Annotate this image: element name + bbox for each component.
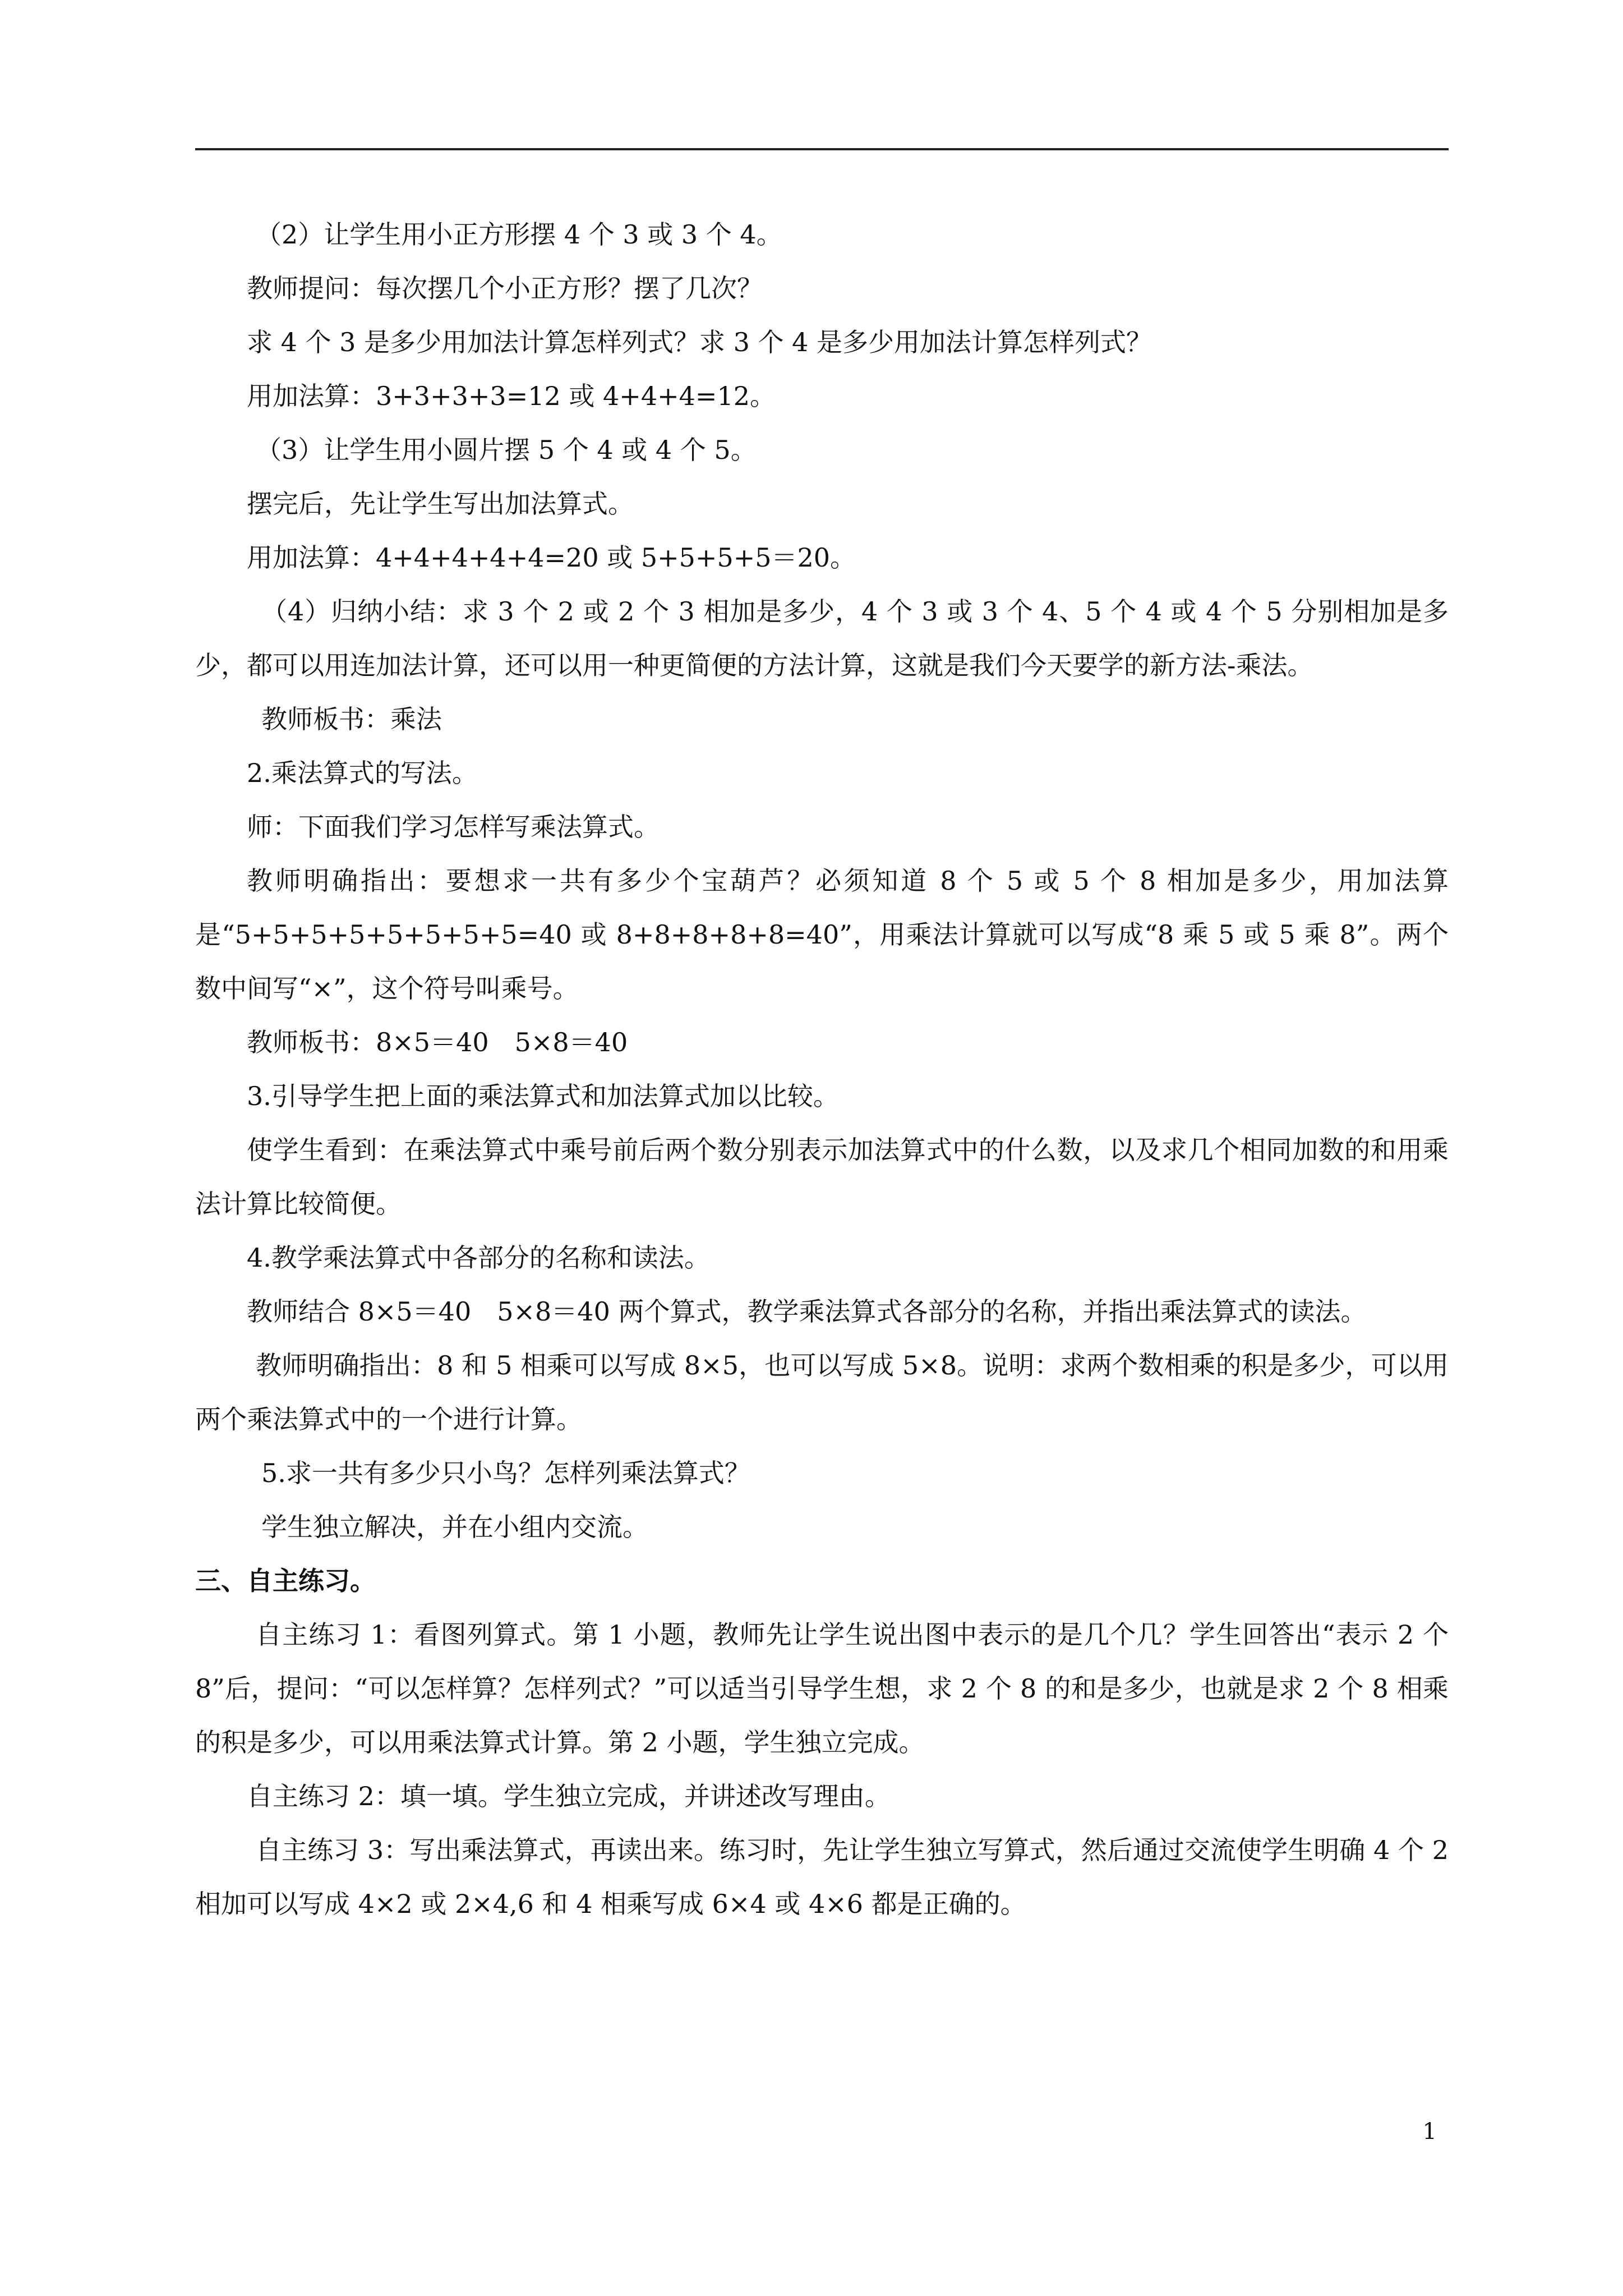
paragraph-addition-result-1: 用加法算：3+3+3+3=12 或 4+4+4=12。 [247,381,776,411]
paragraph-section-5: 5.求一共有多少只小鸟？怎样列乘法算式？ [261,1458,750,1488]
paragraph-comparison: 使学生看到：在乘法算式中乘号前后两个数分别表示加法算式中的什么数，以及求几个相同加数的和用乘法计算比较简便。 [195,1135,1449,1219]
paragraph-teacher-combine: 教师结合 8×5＝40 5×8＝40 两个算式，教学乘法算式各部分的名称，并指出乘法算式的读法。 [247,1296,1367,1327]
page-number: 1 [1422,2119,1437,2145]
document-body [195,208,1449,1931]
paragraph-practice-2: 自主练习 2：填一填。学生独立完成，并讲述改写理由。 [247,1781,891,1811]
paragraph-board-multiplication: 教师板书：乘法 [261,704,442,734]
section-heading-practice: 三、自主练习。 [195,1566,376,1596]
paragraph-student-solve: 学生独立解决，并在小组内交流。 [261,1512,648,1542]
paragraph-write-addition: 摆完后，先让学生写出加法算式。 [247,489,634,519]
paragraph-teacher-point: 教师明确指出：8 和 5 相乘可以写成 8×5，也可以写成 5×8。说明：求两个数相乘的积是多少，可以用两个乘法算式中的一个进行计算。 [195,1350,1449,1434]
paragraph-teacher-explain: 教师明确指出：要想求一共有多少个宝葫芦？必须知道 8 个 5 或 5 个 8 相加是多少，用加法算是“5+5+5+5+5+5+5+5=40 或 8+8+8+8+8=40”，用乘法计算就可以写成“8 乘 5 或 5 乘 8”。两个数中间写“×”，这个符号叫乘号。 [195,866,1449,1004]
paragraph-step-3: （3）让学生用小圆片摆 5 个 4 或 4 个 5。 [256,435,757,465]
paragraph-teacher-intro: 师：下面我们学习怎样写乘法算式。 [247,812,660,842]
paragraph-section-3: 3.引导学生把上面的乘法算式和加法算式加以比较。 [247,1081,839,1111]
paragraph-board-equations: 教师板书：8×5＝40 5×8＝40 [247,1027,628,1057]
header-rule [195,148,1449,150]
paragraph-section-2: 2.乘法算式的写法。 [247,758,478,788]
paragraph-addition-question: 求 4 个 3 是多少用加法计算怎样列式？求 3 个 4 是多少用加法计算怎样列式？ [247,327,1152,357]
paragraph-addition-result-2: 用加法算：4+4+4+4+4=20 或 5+5+5+5＝20。 [247,542,856,573]
paragraph-teacher-question: 教师提问：每次摆几个小正方形？摆了几次？ [247,273,763,303]
paragraph-practice-1: 自主练习 1：看图列算式。第 1 小题，教师先让学生说出图中表示的是几个几？学生回答出“表示 2 个 8”后，提问：“可以怎样算？怎样列式？”可以适当引导学生想，求 2 个 8 的和是多少，也就是求 2 个 8 相乘的积是多少，可以用乘法算式计算。第 2 小题，学生独立完成。 [195,1619,1449,1757]
paragraph-step-2: （2）让学生用小正方形摆 4 个 3 或 3 个 4。 [256,219,782,250]
paragraph-practice-3: 自主练习 3：写出乘法算式，再读出来。练习时，先让学生独立写算式，然后通过交流使学生明确 4 个 2 相加可以写成 4×2 或 2×4,6 和 4 相乘写成 6×4 或 4×6 都是正确的。 [195,1835,1449,1919]
paragraph-summary: （4）归纳小结：求 3 个 2 或 2 个 3 相加是多少，4 个 3 或 3 个 4、5 个 4 或 4 个 5 分别相加是多少，都可以用连加法计算，还可以用一种更简便的方法计算，这就是我们今天要学的新方法-乘法。 [195,596,1449,680]
paragraph-section-4: 4.教学乘法算式中各部分的名称和读法。 [247,1243,710,1273]
